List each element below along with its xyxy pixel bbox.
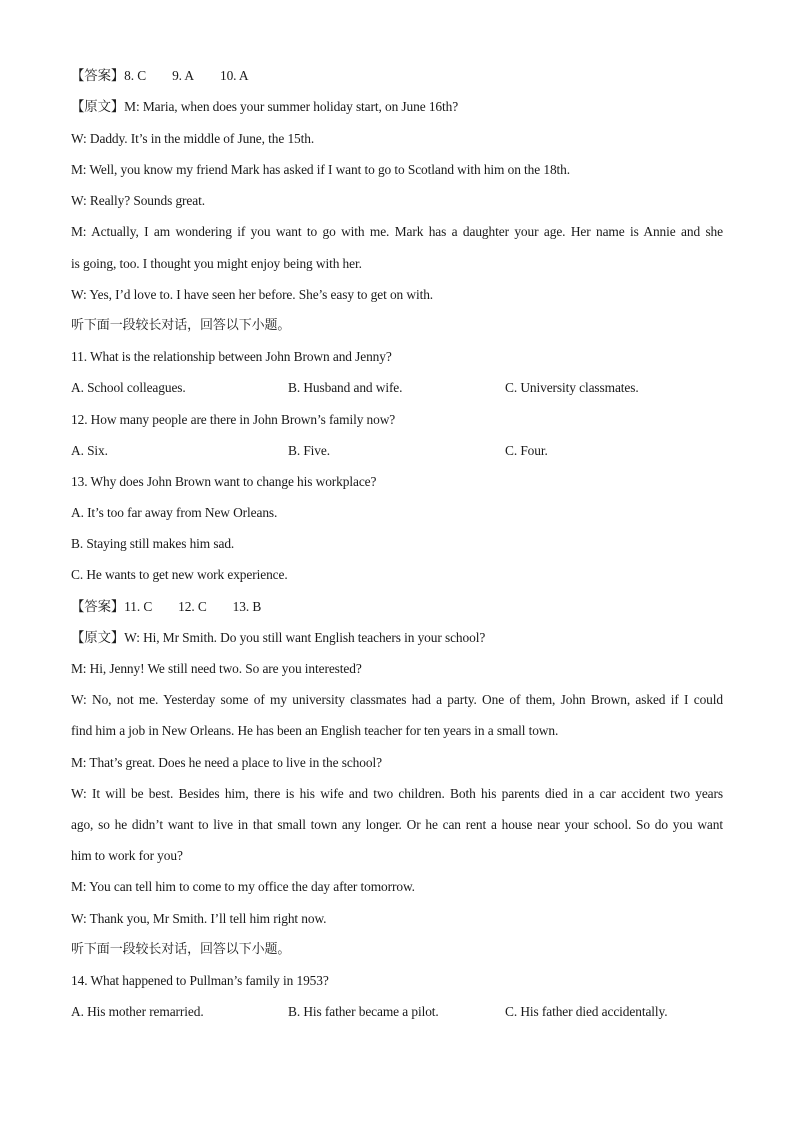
section-instruction: 听下面一段较长对话，回答以下小题。 [71, 318, 291, 333]
transcript-line: M: Well, you know my friend Mark has asked if I want to go to Scotland with him on the 18th. [71, 162, 570, 177]
option-a: A. His mother remarried. [71, 1004, 204, 1019]
transcript-line: W: It will be best. Besides him, there is his wife and two children. Both his parents died in a car accident two years [71, 786, 723, 801]
transcript-line: W: Yes, I’d love to. I have seen her before. She’s easy to get on with. [71, 287, 434, 302]
answer-key-8-10: 【答案】8. C 9. A 10. A [71, 68, 249, 83]
option-b: B. Husband and wife. [288, 380, 403, 395]
transcript-line: 【原文】M: Maria, when does your summer holiday start, on June 16th? [71, 99, 459, 114]
transcript-line: W: Daddy. It’s in the middle of June, the 15th. [71, 131, 315, 146]
option-c: C. University classmates. [505, 380, 639, 395]
question-11: 11. What is the relationship between John Brown and Jenny? [71, 349, 392, 364]
question-12-options [71, 442, 731, 460]
transcript-line: W: Thank you, Mr Smith. I’ll tell him right now. [71, 911, 327, 926]
transcript-line: M: Actually, I am wondering if you want to go with me. Mark has a daughter your age. Her name is Annie and she [71, 224, 723, 239]
option-b: B. Five. [288, 443, 330, 458]
transcript-line: W: No, not me. Yesterday some of my university classmates had a party. One of them, John Brown, asked if I could [71, 692, 723, 707]
question-13: 13. Why does John Brown want to change his workplace? [71, 474, 377, 489]
transcript-line: W: Really? Sounds great. [71, 193, 205, 208]
option-c: C. Four. [505, 443, 548, 458]
transcript-line: find him a job in New Orleans. He has been an English teacher for ten years in a small town. [71, 723, 559, 738]
option-c: C. He wants to get new work experience. [71, 567, 288, 582]
option-c: C. His father died accidentally. [505, 1004, 668, 1019]
option-b: B. Staying still makes him sad. [71, 536, 235, 551]
transcript-line: 【原文】W: Hi, Mr Smith. Do you still want English teachers in your school? [71, 630, 486, 645]
transcript-line: is going, too. I thought you might enjoy being with her. [71, 256, 362, 271]
question-14-options [71, 1003, 731, 1021]
transcript-line: ago, so he didn’t want to live in that small town any longer. Or he can rent a house near your school. So do you want [71, 817, 723, 832]
option-a: A. It’s too far away from New Orleans. [71, 505, 278, 520]
question-12: 12. How many people are there in John Brown’s family now? [71, 412, 396, 427]
option-a: A. School colleagues. [71, 380, 186, 395]
option-a: A. Six. [71, 443, 108, 458]
transcript-line: M: Hi, Jenny! We still need two. So are you interested? [71, 661, 362, 676]
option-b: B. His father became a pilot. [288, 1004, 439, 1019]
answer-key-11-13: 【答案】11. C 12. C 13. B [71, 599, 262, 614]
question-14: 14. What happened to Pullman’s family in 1953? [71, 973, 329, 988]
question-11-options [71, 379, 731, 397]
transcript-line: M: You can tell him to come to my office the day after tomorrow. [71, 879, 415, 894]
section-instruction: 听下面一段较长对话，回答以下小题。 [71, 942, 291, 957]
transcript-line: M: That’s great. Does he need a place to live in the school? [71, 755, 382, 770]
transcript-line: him to work for you? [71, 848, 183, 863]
